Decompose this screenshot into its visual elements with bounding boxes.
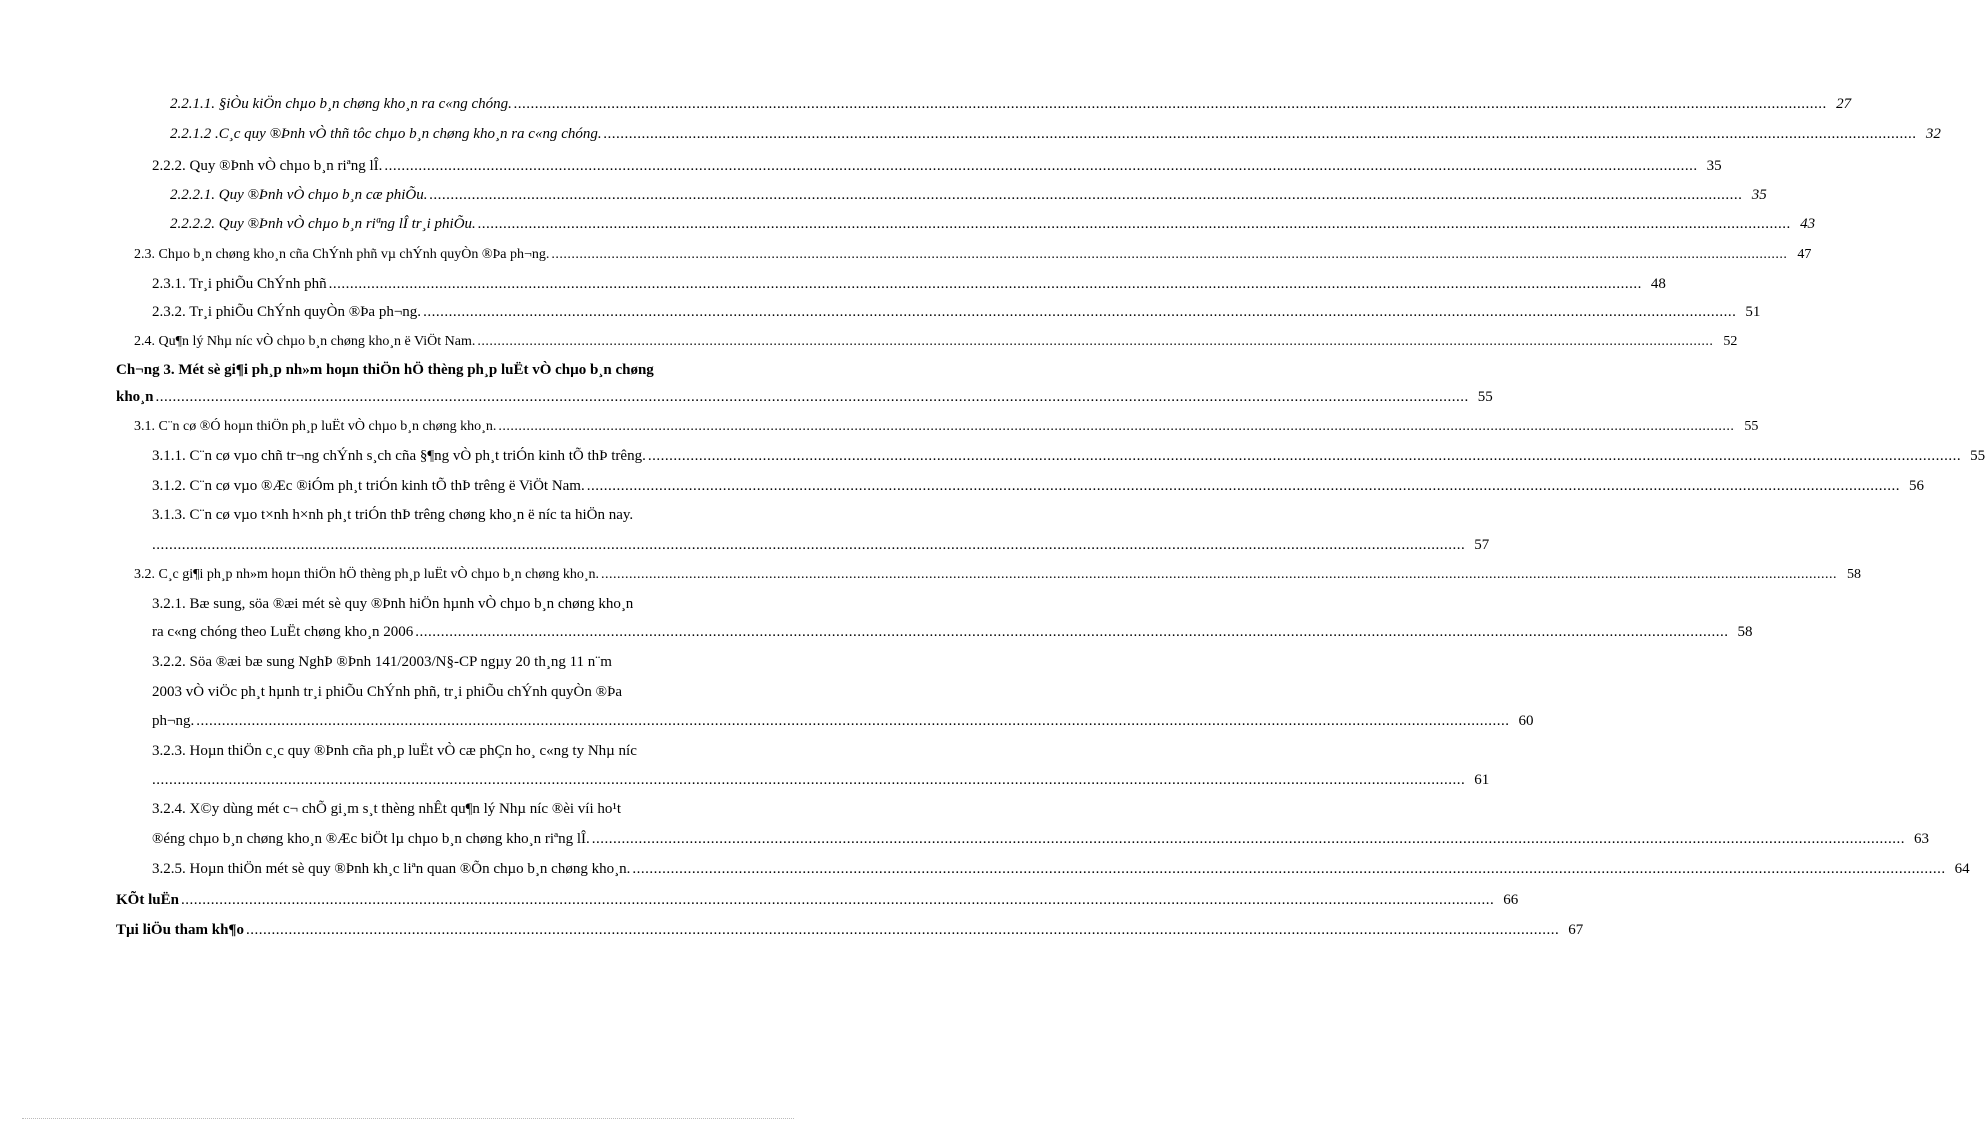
dot-leader: ..................................................................................................................................................................................................................................................................................................................... bbox=[152, 537, 1466, 553]
toc-entry-title: ®éng chµo b¸n chøng kho¸n ®Æc biÖt lµ chµo b¸n chøng kho¸n riªng lÎ. bbox=[152, 831, 590, 847]
toc-page-number: 43 bbox=[1800, 216, 1816, 232]
dot-leader: ..................................................................................................................................................................................................................................................................................................................... bbox=[647, 448, 1962, 464]
toc-entry-title: 3.2.5. Hoµn thiÖn mét sè quy ®Þnh kh¸c liªn quan ®Õn chµo b¸n chøng kho¸n. bbox=[152, 861, 631, 877]
toc-entry-title: 3.1. C¨n cø ®Ó hoµn thiÖn ph¸p luËt vÒ chµo b¸n chøng kho¸n. bbox=[134, 419, 497, 434]
toc-entry[interactable] bbox=[170, 183, 1767, 207]
toc-page-number: 64 bbox=[1954, 861, 1970, 877]
page-edge-divider bbox=[22, 1118, 794, 1119]
toc-page-number: 55 bbox=[1744, 419, 1759, 434]
toc-entry[interactable] bbox=[152, 300, 1761, 324]
toc-entry[interactable] bbox=[152, 768, 1490, 792]
toc-entry[interactable] bbox=[170, 92, 1852, 116]
toc-entry[interactable] bbox=[152, 474, 1924, 498]
toc-entry-title: 3.1.1. C¨n cø vµo chñ tr¬ng chÝnh s¸ch cña §¶ng vÒ ph¸t triÓn kinh tÕ thÞ trêng. bbox=[152, 448, 646, 464]
toc-entry-title: kho¸n bbox=[116, 389, 154, 405]
toc-entry[interactable] bbox=[134, 243, 1812, 267]
toc-entry[interactable] bbox=[152, 444, 1985, 468]
toc-page-number: 60 bbox=[1518, 713, 1534, 729]
dot-leader: ..................................................................................................................................................................................................................................................................................................................... bbox=[196, 713, 1510, 729]
toc-entry-title: 2.2.1.1. §iÒu kiÖn chµo b¸n chøng kho¸n ra c«ng chóng. bbox=[170, 96, 512, 112]
toc-page-number: 47 bbox=[1797, 247, 1812, 262]
toc-page-number: 27 bbox=[1836, 96, 1852, 112]
toc-page-number: 35 bbox=[1751, 187, 1767, 203]
toc-entry[interactable] bbox=[116, 888, 1519, 912]
toc-entry[interactable] bbox=[170, 122, 1941, 146]
dot-leader: ..................................................................................................................................................................................................................................................................................................................... bbox=[551, 247, 1788, 262]
toc-entry-title[interactable]: 3.2.2. Söa ®æi bæ sung NghÞ ®Þnh 141/2003/N§-CP ngµy 20 th¸ng 11 n¨m bbox=[152, 654, 612, 670]
toc-entry-title: ra c«ng chóng theo LuËt chøng kho¸n 2006 bbox=[152, 624, 414, 640]
toc-entry-title: 3.2. C¸c gi¶i ph¸p nh»m hoµn thiÖn hÖ thèng ph¸p luËt vÒ chµo b¸n chøng kho¸n. bbox=[134, 567, 599, 582]
toc-entry-title: 2.2.2.1. Quy ®Þnh vÒ chµo b¸n cæ phiÕu. bbox=[170, 187, 428, 203]
dot-leader: ..................................................................................................................................................................................................................................................................................................................... bbox=[246, 922, 1560, 938]
toc-entry-title[interactable]: 3.1.3. C¨n cø vµo t×nh h×nh ph¸t triÓn thÞ trêng chøng kho¸n ë níc ta hiÖn nay. bbox=[152, 507, 634, 523]
toc-page-number: 66 bbox=[1503, 892, 1519, 908]
toc-entry-title[interactable]: 3.2.4. X©y dùng mét c¬ chÕ gi¸m s¸t thèng nhÊt qu¶n lý Nhµ níc ®èi víi ho¹t bbox=[152, 801, 622, 817]
dot-leader: ..................................................................................................................................................................................................................................................................................................................... bbox=[591, 831, 1906, 847]
toc-entry[interactable] bbox=[134, 330, 1738, 354]
dot-leader: ..................................................................................................................................................................................................................................................................................................................... bbox=[429, 187, 1743, 203]
toc-page-number: 58 bbox=[1846, 567, 1861, 582]
dot-leader: ..................................................................................................................................................................................................................................................................................................................... bbox=[477, 216, 1792, 232]
toc-entry-title: ph¬ng. bbox=[152, 713, 195, 729]
dot-leader: ..................................................................................................................................................................................................................................................................................................................... bbox=[180, 892, 1495, 908]
dot-leader: ..................................................................................................................................................................................................................................................................................................................... bbox=[600, 567, 1837, 582]
toc-page-number: 56 bbox=[1908, 478, 1924, 494]
toc-entry-title[interactable]: 3.2.1. Bæ sung, söa ®æi mét sè quy ®Þnh hiÖn hµnh vÒ chµo b¸n chøng kho¸n bbox=[152, 596, 634, 612]
toc-entry[interactable] bbox=[152, 272, 1666, 296]
toc-entry-title: 3.1.2. C¨n cø vµo ®Æc ®iÓm ph¸t triÓn kinh tÕ thÞ trêng ë ViÖt Nam. bbox=[152, 478, 585, 494]
dot-leader: ..................................................................................................................................................................................................................................................................................................................... bbox=[498, 419, 1735, 434]
toc-entry[interactable] bbox=[152, 827, 1930, 851]
toc-page-number: 58 bbox=[1737, 624, 1753, 640]
toc-page-number: 48 bbox=[1650, 276, 1666, 292]
toc-page-number: 55 bbox=[1970, 448, 1985, 464]
toc-page-number: 51 bbox=[1745, 304, 1761, 320]
toc-chapter-title[interactable]: Ch¬ng 3. Mét sè gi¶i ph¸p nh»m hoµn thiÖn hÖ thèng ph¸p luËt vÒ chµo b¸n chøng bbox=[116, 362, 654, 378]
dot-leader: ..................................................................................................................................................................................................................................................................................................................... bbox=[155, 389, 1469, 405]
toc-entry-title: 2.3.1. Tr¸i phiÕu ChÝnh phñ bbox=[152, 276, 327, 292]
toc-entry-title: KÕt luËn bbox=[116, 892, 179, 908]
toc-page-number: 52 bbox=[1723, 334, 1738, 349]
dot-leader: ..................................................................................................................................................................................................................................................................................................................... bbox=[152, 772, 1466, 788]
toc-entry[interactable] bbox=[134, 563, 1861, 587]
dot-leader: ..................................................................................................................................................................................................................................................................................................................... bbox=[415, 624, 1729, 640]
toc-entry[interactable] bbox=[152, 533, 1490, 557]
toc-page-number: 55 bbox=[1477, 389, 1493, 405]
toc-page-number: 57 bbox=[1474, 537, 1490, 553]
toc-entry[interactable] bbox=[152, 709, 1534, 733]
dot-leader: ..................................................................................................................................................................................................................................................................................................................... bbox=[586, 478, 1900, 494]
toc-entry-title: Tµi liÖu tham kh¶o bbox=[116, 922, 245, 938]
dot-leader: ..................................................................................................................................................................................................................................................................................................................... bbox=[423, 304, 1737, 320]
dot-leader: ..................................................................................................................................................................................................................................................................................................................... bbox=[328, 276, 1642, 292]
toc-entry-title: 2.4. Qu¶n lý Nhµ níc vÒ chµo b¸n chøng kho¸n ë ViÖt Nam. bbox=[134, 334, 476, 349]
toc-entry-title: 2.2.1.2 .C¸c quy ®Þnh vÒ thñ tôc chµo b¸n chøng kho¸n ra c«ng chóng. bbox=[170, 126, 602, 142]
dot-leader: ..................................................................................................................................................................................................................................................................................................................... bbox=[384, 158, 1698, 174]
dot-leader: ..................................................................................................................................................................................................................................................................................................................... bbox=[477, 334, 1714, 349]
dot-leader: ..................................................................................................................................................................................................................................................................................................................... bbox=[603, 126, 1917, 142]
toc-entry-title: 2.2.2.2. Quy ®Þnh vÒ chµo b¸n riªng lÎ tr¸i phiÕu. bbox=[170, 216, 476, 232]
toc-entry[interactable] bbox=[152, 620, 1753, 644]
toc-page-number: 63 bbox=[1914, 831, 1930, 847]
toc-entry[interactable] bbox=[116, 385, 1493, 409]
toc-entry[interactable] bbox=[170, 212, 1816, 236]
toc-page-number: 61 bbox=[1474, 772, 1490, 788]
dot-leader: ..................................................................................................................................................................................................................................................................................................................... bbox=[632, 861, 1946, 877]
toc-entry[interactable] bbox=[152, 857, 1970, 881]
toc-entry-title[interactable]: 2003 vÒ viÖc ph¸t hµnh tr¸i phiÕu ChÝnh phñ, tr¸i phiÕu chÝnh quyÒn ®Þa bbox=[152, 684, 623, 700]
toc-entry-title[interactable]: 3.2.3. Hoµn thiÖn c¸c quy ®Þnh cña ph¸p luËt vÒ cæ phÇn ho¸ c«ng ty Nhµ níc bbox=[152, 743, 637, 759]
toc-entry[interactable] bbox=[152, 154, 1722, 178]
dot-leader: ..................................................................................................................................................................................................................................................................................................................... bbox=[513, 96, 1828, 112]
toc-page-number: 67 bbox=[1568, 922, 1584, 938]
toc-entry[interactable] bbox=[116, 918, 1584, 942]
toc-page-number: 32 bbox=[1925, 126, 1941, 142]
toc-page-number: 35 bbox=[1706, 158, 1722, 174]
toc-entry[interactable] bbox=[134, 415, 1759, 439]
toc-entry-title: 2.2.2. Quy ®Þnh vÒ chµo b¸n riªng lÎ. bbox=[152, 158, 383, 174]
toc-entry-title: 2.3. Chµo b¸n chøng kho¸n cña ChÝnh phñ vµ chÝnh quyÒn ®Þa ph¬ng. bbox=[134, 247, 550, 262]
toc-entry-title: 2.3.2. Tr¸i phiÕu ChÝnh quyÒn ®Þa ph¬ng. bbox=[152, 304, 422, 320]
